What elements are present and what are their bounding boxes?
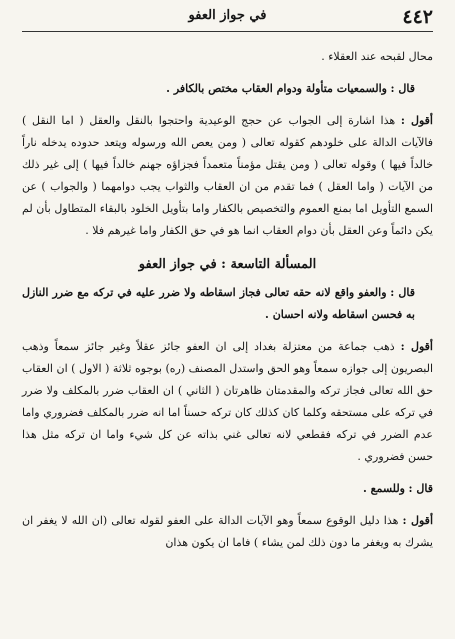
keyword-qala: قال :: [390, 286, 415, 299]
section-title: المسألة التاسعة : في جواز العفو: [138, 257, 317, 272]
keyword-aqulu: أقول :: [400, 340, 433, 353]
paragraph-qala-2: [22, 282, 433, 326]
keyword-aqulu: أقول :: [402, 514, 433, 527]
continued-line-text: محال لقبحه عند العقلاء .: [321, 50, 433, 63]
keyword-qala: قال :: [390, 82, 415, 95]
paragraph-text: ذهب جماعة من معتزلة بغداد إلى ان العفو جائز عقلاً وغير جائز سمعاً وذهب البصريون إلى جوازه سمعاً وهو الحق واستدل المصنف (ره) بوجوه ثلاثة ( الاول ) ان العقاب حق الله تعالى فجاز تركه والمقدمتان ظاهرتان ( الثاني ) ان العقاب ضرر بالمكلف ولا ضرر في تركه على مستحقه وكلما كان كذلك كان تركه حسناً اما انه ضرر بالمكلف فضروري واما عدم الضرر في تركه فقطعي لانه تعالى غني بذاته عن كل شيء واما ان تركه مثل هذا حسن فضروري .: [22, 340, 433, 463]
paragraph-text: والسمعيات متأولة ودوام العقاب مختص بالكافر .: [166, 82, 387, 95]
paragraph-text: هذا دليل الوقوع سمعاً وهو الآيات الدالة على العفو لقوله تعالى (ان الله لا يغفر ان يشرك به ويغفر ما دون ذلك لمن يشاء ) فاما ان يكون هذان: [22, 514, 433, 549]
keyword-aqulu: أقول :: [400, 114, 433, 127]
header-rule: [22, 31, 433, 32]
page-number: ٤٤٢: [402, 6, 433, 28]
paragraph-text: وللسمع .: [363, 482, 405, 495]
page-body: [22, 46, 433, 554]
paragraph-aqulu-1: [22, 110, 433, 242]
paragraph-aqulu-3: [22, 510, 433, 554]
running-title: في جواز العفو: [188, 8, 267, 23]
paragraph-qala-3: [22, 478, 433, 500]
keyword-qala: قال :: [408, 482, 433, 495]
continued-line: [22, 46, 433, 68]
paragraph-aqulu-2: [22, 336, 433, 468]
paragraph-text: والعفو واقع لانه حقه تعالى فجاز اسقاطه ولا ضرر عليه في تركه مع ضرر النازل به فحسن اسقاطه ولانه احسان .: [22, 286, 415, 321]
paragraph-qala-1: [22, 78, 433, 100]
page-header: [22, 6, 433, 30]
paragraph-text: هذا اشارة إلى الجواب عن حجج الوعيدية واحتجوا بالنقل والعقل ( اما النقل ) فالآيات الدالة على خلودهم كقوله تعالى ( ومن يعص الله ورسوله ويتعد حدوده يدخله ناراً خالداً فيها ) وقوله تعالى ( ومن يقتل مؤمناً متعمداً فجزاؤه جهنم خالداً فيها ) إلى غير ذلك من الآيات ( واما العقل ) فما تقدم من ان العقاب والثواب يجب دوامهما ( والجواب ) عن السمع التأويل اما بمنع العموم والتخصيص بالكفار واما بتأويل الخلود بالبقاء المتطاول بأن لم يكن دائماً وعن العقل بأن دوام العقاب انما هو في حق الكفار واما غيرهم فلا .: [22, 114, 433, 237]
